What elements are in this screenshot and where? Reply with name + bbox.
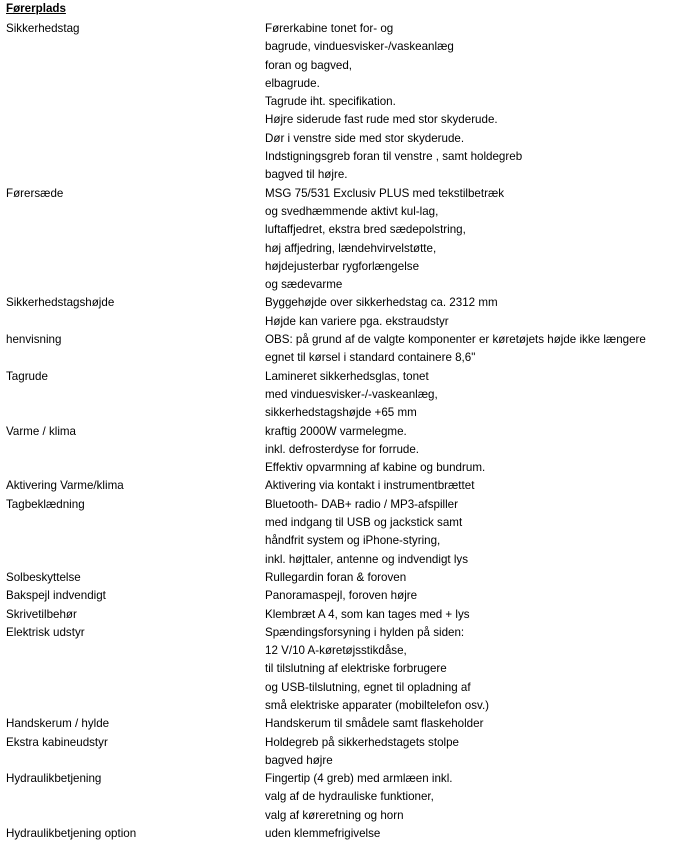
spec-row [0, 331, 673, 368]
spec-row [0, 825, 673, 843]
spec-value [265, 20, 673, 185]
spec-value [265, 423, 673, 478]
spec-row [0, 477, 673, 495]
spec-value-line: Holdegreb på sikkerhedstagets stolpe [265, 735, 459, 749]
spec-value [265, 624, 673, 715]
spec-row [0, 294, 673, 331]
spec-label: Ekstra kabineudstyr [6, 735, 108, 749]
spec-value-line: til tilslutning af elektriske forbrugere [265, 662, 447, 676]
spec-value-line: høj affjedring, lændehvirvelstøtte, [265, 241, 437, 255]
spec-value-line: elbagrude. [265, 76, 320, 90]
spec-value-line: inkl. højttaler, antenne og indvendigt lys [265, 552, 469, 566]
spec-value-line: og svedhæmmende aktivt kul-lag, [265, 204, 439, 218]
spec-value-line: valg af køreretning og horn [265, 808, 404, 822]
spec-row [0, 20, 673, 185]
spec-label: Hydraulikbetjening [6, 772, 102, 786]
spec-label: Bakspejl indvendigt [6, 589, 106, 603]
spec-value-line: Dør i venstre side med stor skyderude. [265, 131, 465, 145]
spec-value-line: sikkerhedstagshøjde +65 mm [265, 406, 417, 420]
spec-value-line: egnet til kørsel i standard containere 8,6" [265, 351, 476, 365]
spec-value-line: med vinduesvisker-/-vaskeanlæg, [265, 387, 438, 401]
spec-value-line: og USB-tilslutning, egnet til opladning af [265, 680, 471, 694]
spec-value-line: højdejusterbar rygforlængelse [265, 259, 420, 273]
spec-label: Aktivering Varme/klima [6, 479, 124, 493]
spec-value-line: luftaffjedret, ekstra bred sædepolstring, [265, 223, 466, 237]
spec-value-line: små elektriske apparater (mobiltelefon osv.) [265, 698, 490, 712]
spec-label: Førersæde [6, 186, 64, 200]
spec-row [0, 587, 673, 605]
spec-row [0, 496, 673, 569]
spec-row [0, 715, 673, 733]
spec-label: henvisning [6, 333, 62, 347]
spec-value-line: Panoramaspejl, foroven højre [265, 589, 418, 603]
spec-value-line: bagved højre [265, 753, 333, 767]
spec-row [0, 185, 673, 295]
spec-row [0, 423, 673, 478]
spec-value [265, 185, 673, 295]
spec-value-line: håndfrit system og iPhone-styring, [265, 534, 441, 548]
spec-value-line: og sædevarme [265, 278, 343, 292]
spec-value-line: Spændingsforsyning i hylden på siden: [265, 625, 465, 639]
spec-value-line: Førerkabine tonet for- og [265, 22, 394, 35]
spec-value [265, 770, 673, 825]
spec-value [265, 294, 673, 331]
spec-value-line: Klembræt A 4, som kan tages med + lys [265, 607, 470, 621]
spec-row [0, 606, 673, 624]
spec-value [265, 715, 673, 733]
spec-value [265, 825, 673, 843]
spec-value-line: foran og bagved, [265, 58, 353, 72]
spec-value-line: Effektiv opvarmning af kabine og bundrum. [265, 461, 486, 475]
spec-value [265, 477, 673, 495]
spec-value-line: 12 V/10 A-køretøjsstikdåse, [265, 644, 407, 658]
spec-value-line: MSG 75/531 Exclusiv PLUS med tekstilbetræk [265, 186, 505, 200]
spec-value-line: Aktivering via kontakt i instrumentbrættet [265, 479, 475, 493]
spec-label: Varme / klima [6, 424, 77, 438]
spec-row [0, 569, 673, 587]
spec-value-line: Fingertip (4 greb) med armlæen inkl. [265, 772, 453, 786]
spec-value-line: med indgang til USB og jackstick samt [265, 516, 463, 530]
spec-value-line: uden klemmefrigivelse [265, 827, 381, 841]
spec-label: Solbeskyttelse [6, 570, 81, 584]
spec-label: Tagrude [6, 369, 48, 383]
spec-value [265, 587, 673, 605]
spec-value [265, 606, 673, 624]
spec-value-line: bagrude, vinduesvisker-/vaskeanlæg [265, 40, 454, 54]
spec-value-line: Indstigningsgreb foran til venstre , samt holdegreb [265, 150, 523, 164]
spec-value-line: Rullegardin foran & foroven [265, 570, 407, 584]
spec-label: Elektrisk udstyr [6, 625, 85, 639]
spec-label: Hydraulikbetjening option [6, 827, 137, 841]
spec-label: Tagbeklædning [6, 497, 85, 511]
spec-row [0, 770, 673, 825]
spec-value-line: kraftig 2000W varmelegme. [265, 424, 407, 438]
spec-row [0, 624, 673, 715]
spec-value-line: Handskerum til smådele samt flaskeholder [265, 717, 484, 731]
spec-value [265, 368, 673, 423]
spec-value [265, 569, 673, 587]
spec-row [0, 368, 673, 423]
spec-row [0, 734, 673, 771]
spec-value-line: Højde kan variere pga. ekstraudstyr [265, 314, 449, 328]
spec-value-line: bagved til højre. [265, 168, 348, 182]
spec-table [0, 20, 673, 843]
spec-value [265, 331, 673, 368]
spec-value-line: Højre siderude fast rude med stor skyderude. [265, 113, 498, 127]
spec-label: Handskerum / hylde [6, 717, 110, 731]
spec-value [265, 734, 673, 771]
spec-value-line: Byggehøjde over sikkerhedstag ca. 2312 mm [265, 296, 498, 310]
spec-value-line: Lamineret sikkerhedsglas, tonet [265, 369, 429, 383]
spec-value-line: OBS: på grund af de valgte komponenter er køretøjets højde ikke længere [265, 333, 646, 347]
spec-value [265, 496, 673, 569]
spec-value-line: Tagrude iht. specifikation. [265, 95, 396, 109]
spec-value-line: valg af de hydrauliske funktioner, [265, 790, 434, 804]
spec-label: Sikkerhedstag [6, 22, 80, 35]
section-heading: Førerplads [6, 2, 66, 15]
spec-label: Skrivetilbehør [6, 607, 77, 621]
spec-value-line: Bluetooth- DAB+ radio / MP3-afspiller [265, 497, 458, 511]
spec-value-line: inkl. defrosterdyse for forrude. [265, 442, 420, 456]
spec-label: Sikkerhedstagshøjde [6, 296, 115, 310]
